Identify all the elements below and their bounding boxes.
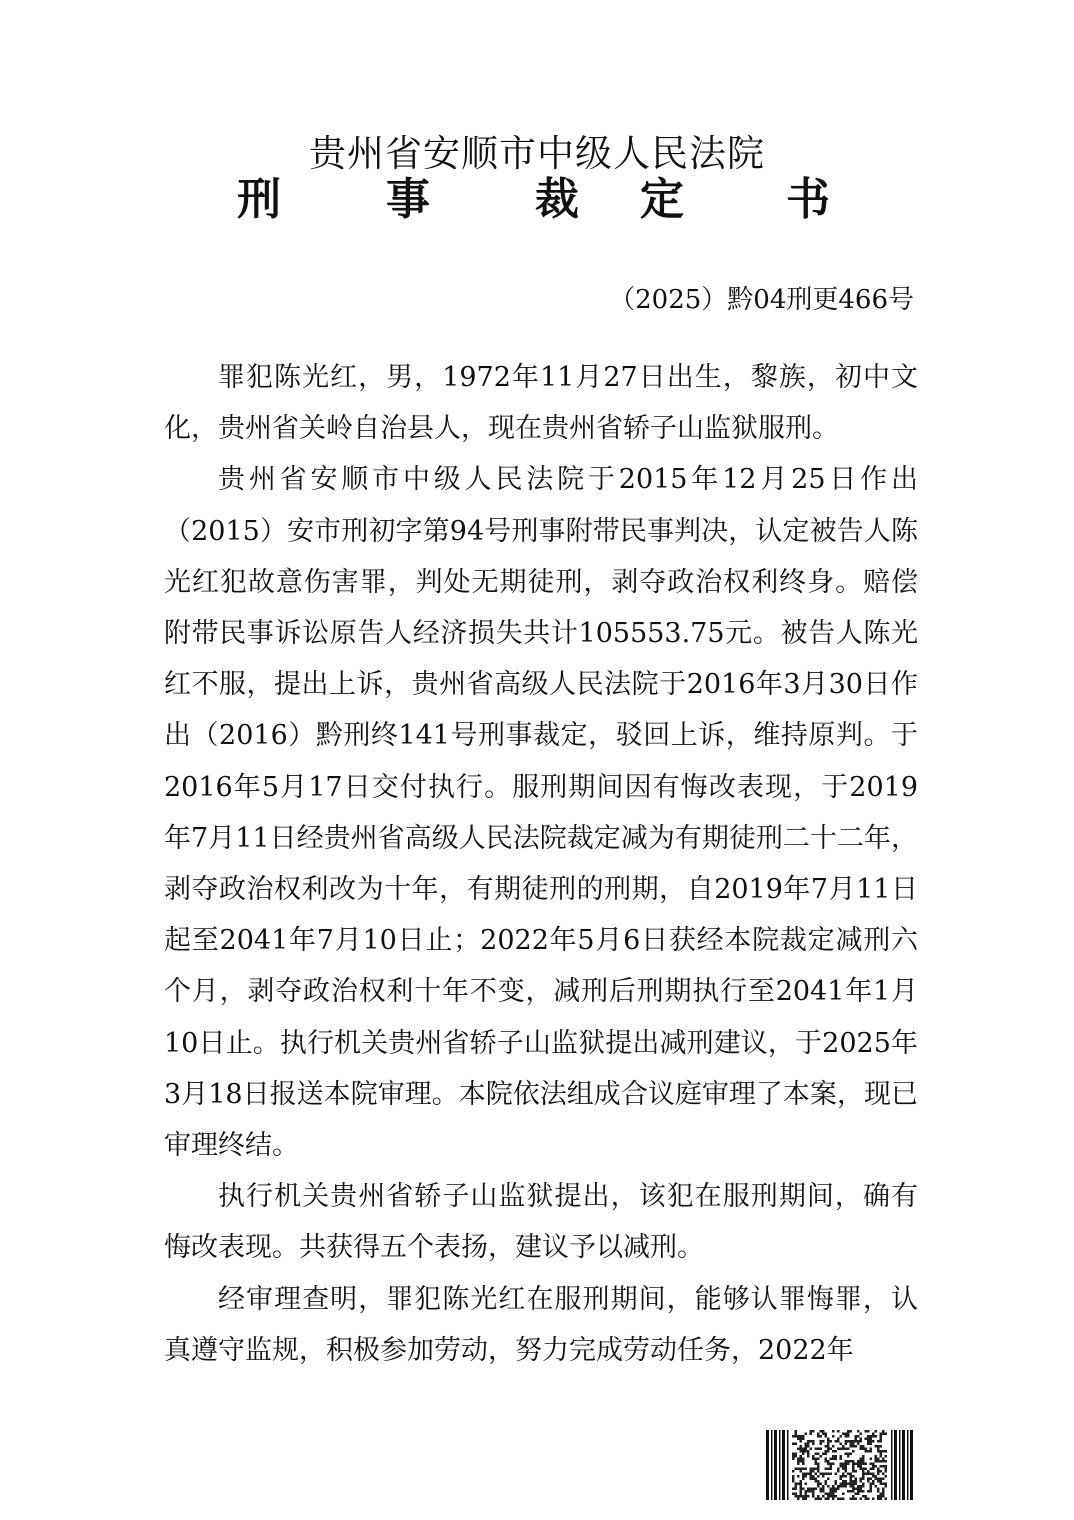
paragraph-case-history: 贵州省安顺市中级人民法院于2015年12月25日作出（2015）安市刑初字第94号刑事附带民事判决，认定被告人陈光红犯故意伤害罪，判处无期徒刑，剥夺政治权利终身。赔偿附带民事诉讼原告人经济损失共计105553.75元。被告人陈光红不服，提出上诉，贵州省高级人民法院于2016年3月30日作出（2016）黔刑终141号刑事裁定，驳回上诉，维持原判。于2016年5月17日交付执行。服刑期间因有悔改表现，于2019年7月11日经贵州省高级人民法院裁定减为有期徒刑二十二年，剥夺政治权利改为十年，有期徒刑的刑期，自2019年7月11日起至2041年7月10日止；2022年5月6日获经本院裁定减刑六个月，剥夺政治权利十年不变，减刑后刑期执行至2041年1月10日止。执行机关贵州省轿子山监狱提出减刑建议，于2025年3月18日报送本院审理。本院依法组成合议庭审理了本案，现已审理终结。: [164, 464, 918, 1162]
paragraph-defendant-info: 罪犯陈光红，男，1972年11月27日出生，黎族，初中文化，贵州省关岭自治县人，现在贵州省轿子山监狱服刑。: [164, 362, 918, 445]
paragraph-prison-proposal: 执行机关贵州省轿子山监狱提出，该犯在服刑期间，确有悔改表现。共获得五个表扬，建议予以减刑。: [164, 1181, 918, 1264]
document-type-char: 事: [386, 174, 430, 225]
barcode-icon: [766, 1430, 914, 1500]
court-name: 贵州省安顺市中级人民法院: [309, 132, 765, 175]
document-type-char: 书: [786, 174, 830, 225]
document-body: [164, 352, 918, 1376]
case-number: （2025）黔04刑更466号: [609, 285, 914, 315]
document-type-char: 刑: [237, 174, 281, 225]
paragraph-findings: 经审理查明，罪犯陈光红在服刑期间，能够认罪悔罪，认真遵守监规，积极参加劳动，努力完成劳动任务，2022年: [164, 1283, 918, 1366]
document-type-char: 定: [640, 174, 684, 225]
document-type-char: 裁: [535, 174, 579, 225]
document-type-title: [0, 172, 1074, 232]
